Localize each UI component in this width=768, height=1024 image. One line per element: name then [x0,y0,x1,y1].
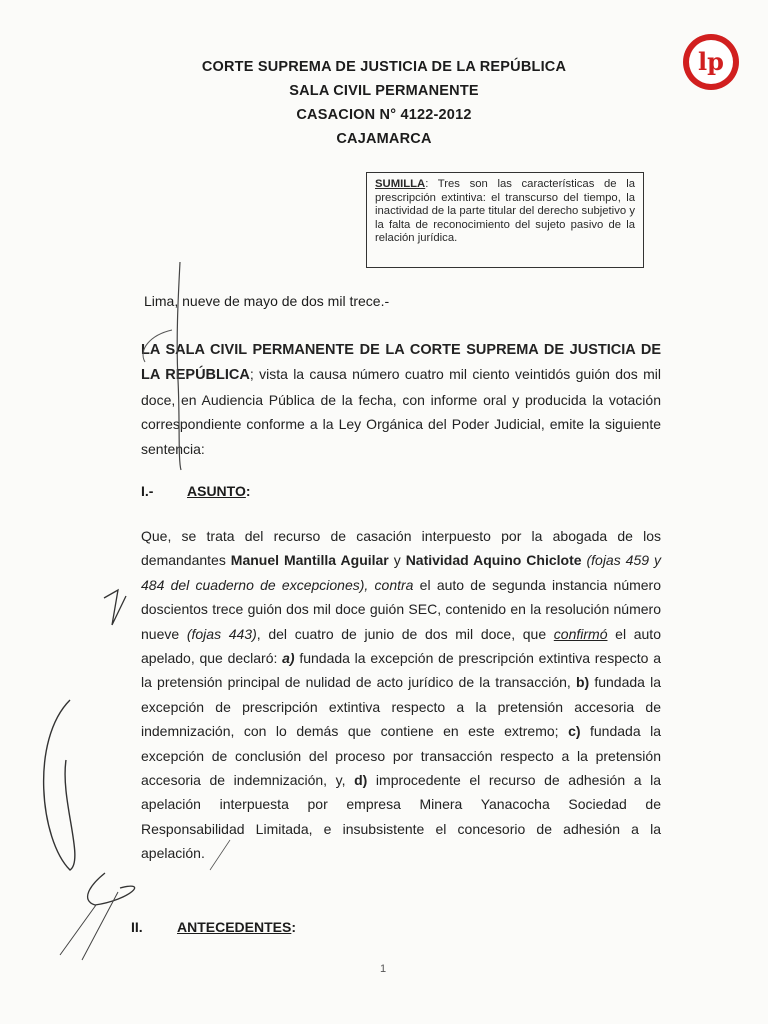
chamber-name: SALA CIVIL PERMANENTE [289,83,479,99]
intro-bold: LA SALA CIVIL PERMANENTE DE LA CORTE SUPREMA DE JUSTICIA DE LA REPÚBLICA [141,342,661,384]
pen-stroke [210,840,230,870]
intro-text: ; vista la causa número cuatro mil ciento veintidós guión dos mil doce, en Audiencia Pública de la fecha, con informe oral y producida la votación correspondiente conforme a la Ley Orgánica del Poder Judicial, emite la siguiente sentencia: [141,366,662,457]
item-marker: c) [568,723,581,740]
pen-stroke [104,590,126,625]
plaintiff-name: Natividad Aquino Chiclote [405,552,582,569]
date-line: Lima, nueve de mayo de dos mil trece.- [144,293,390,309]
sumilla-label: SUMILLA [375,178,426,190]
fojas-reference: (fojas 459 y 484 del cuaderno de excepciones), contra [141,552,661,593]
body-text: improcedente el recurso de adhesión a la apelación interpuesta por empresa Minera Yanacocha Sociedad de Responsabilidad Limitada, e insubsistente el concesorio de adhesión a la apelación. [141,772,661,862]
emphasis-word: confirmó [553,625,608,642]
body-text: Que, se trata del recurso de casación interpuesto por la abogada de los demandantes [141,528,661,569]
body-text: fundada la excepción de prescripción extintiva respecto a la pretensión accesoria de indemnización, con lo demás que contiene en este extremo; [141,674,661,740]
plaintiff-name: Manuel Mantilla Aguilar [230,552,389,569]
body-text: el auto apelado, que declaró: [141,625,661,667]
section-title: ANTECEDENTES [177,919,292,935]
item-marker: b) [575,674,590,691]
body-text: fundada la excepción de prescripción extintiva respecto a la pretensión principal de nulidad de acto jurídico de la transacción, [141,650,661,691]
section-colon: : [291,919,297,935]
case-number: CASACION N° 4122-2012 [296,107,472,123]
sumilla-text: : Tres son las características de la prescripción extintiva: el transcurso del tiempo, la inactividad de la parte titular del derecho subjetivo y la falta de reconocimiento del sujeto pasivo de la relación jurídica. [375,178,635,245]
court-name: CORTE SUPREMA DE JUSTICIA DE LA REPÚBLICA [201,59,567,75]
page-number: 1 [380,963,387,975]
pen-stroke [143,330,172,362]
pen-stroke [177,262,181,470]
section-colon: : [245,483,251,499]
fojas-reference: (fojas 443) [186,625,257,642]
body-text: y [388,552,406,569]
section-number: I.- [141,483,154,499]
pen-stroke [88,873,135,905]
jurisdiction: CAJAMARCA [336,131,432,147]
body-text: fundada la excepción de conclusión del proceso por transacción respecto a la pretensión accesoria de indemnización, y, [141,723,661,789]
item-marker: a) [282,650,295,667]
body-text: , del cuatro de junio de dos mil doce, que [256,625,554,642]
section-number: II. [131,919,143,935]
item-marker: d) [354,772,368,789]
section-title: ASUNTO [187,483,246,499]
body-text: el auto de segunda instancia número doscientos trece guión dos mil doce guión SEC, contenido en la resolución número nueve [141,576,662,642]
pen-stroke [44,700,75,870]
logo-text: lp [698,47,724,76]
